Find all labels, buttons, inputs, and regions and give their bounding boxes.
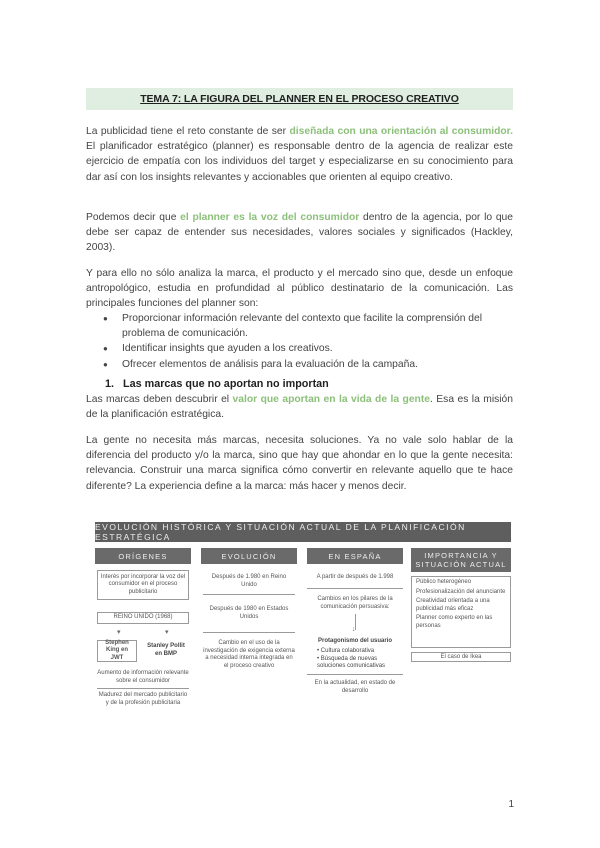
page-title: TEMA 7: LA FIGURA DEL PLANNER EN EL PROCESO CREATIVO [140, 93, 459, 105]
col-header-origins: ORÍGENES [95, 548, 191, 564]
section-heading [105, 378, 329, 390]
spain-list-item-1: Cultura colaborativa [320, 648, 375, 654]
col-header-importance-line1: IMPORTANCIA Y [424, 551, 498, 560]
stephen-king-line1: Stephen [105, 639, 129, 646]
origins-maturity-text: Madurez del mercado publicitario y de la profesión publicitaria [98, 692, 188, 706]
origins-interest-box: Interés por incorporar la voz del consumidor en el proceso publicitario [97, 570, 189, 600]
evolution-uk-text: Después de 1.980 en Reino Unido [211, 574, 287, 588]
divider [307, 588, 403, 589]
stephen-king-box [97, 640, 137, 662]
paragraph-solutions: La gente no necesita más marcas, necesita soluciones. Ya no vale solo hablar de la diferencia del producto y/o la marca, sino que hay que ahondar en lo que la gente necesita: relevancia. Construir una marca significa cómo convertir en relevante aquello que te hace diferente? La experiencia define a la marca: más hacer y menos decir. [86, 435, 513, 492]
spain-user-text: Protagonismo del usuario [317, 638, 392, 644]
stanley-pollit-text [143, 643, 189, 658]
title-banner [86, 88, 513, 110]
col-header-importance [411, 548, 511, 572]
list-item: • Búsqueda de nuevas soluciones comunicativas [317, 655, 386, 669]
ikea-case-box: El caso de Ikea [411, 652, 511, 662]
p2-text-b: dentro de la agencia, por lo que debe ser capaz de entender sus necesidades, valores sociales y significados (Hackley, 2003). [86, 212, 513, 254]
list-item: ● Ofrecer elementos de análisis para la evaluación de la campaña. [86, 357, 513, 372]
stephen-king-line2: King en JWT [106, 647, 128, 661]
list-item: ● Proporcionar información relevante del contexto que facilite la comprensión del problema de comunicación. [86, 311, 513, 341]
p1-text-b: El planificador estratégico (planner) es responsable dentro de la agencia de realizar este ejercicio de empatía con los individuos del target y especializarse en su conocimiento para dar así con los insights relevantes y accionables que orienten al equipo creativo. [86, 141, 513, 183]
page-number: 1 [508, 799, 514, 810]
list-item: Planner como experto en las personas [416, 615, 493, 629]
col-header-spain: EN ESPAÑA [307, 548, 403, 564]
divider [203, 632, 295, 633]
paragraph-intro [86, 124, 513, 185]
p4-highlight: valor que aportan en la vida de la gente [232, 394, 430, 405]
importance-list-box [411, 576, 511, 648]
col-header-importance-line2: SITUACIÓN ACTUAL [415, 560, 507, 569]
paragraph-voice [86, 210, 513, 256]
functions-list [86, 311, 513, 372]
p2-text-a: Podemos decir que [86, 212, 181, 223]
section-label: Las marcas que no aportan no importan [123, 378, 329, 390]
origins-info-text: Aumento de información relevante sobre el consumidor [97, 670, 189, 684]
list-item: ● Identificar insights que ayuden a los creativos. [86, 341, 513, 356]
figure-header: EVOLUCIÓN HISTÓRICA Y SITUACIÓN ACTUAL DE LA PLANIFICACIÓN ESTRATÉGICA [95, 522, 511, 542]
paragraph-functions: Y para ello no sólo analiza la marca, el producto y el mercado sino que, desde un enfoque antropológico, estudia en profundidad al público destinatario de la comunicación. Las principales funciones del planner son: [86, 268, 513, 310]
evolution-research-text: Cambio en el uso de la investigación de exigencia externa a necesidad interna integrada en el proceso creativo [203, 640, 295, 669]
evolution-us-text: Después de 1980 en Estados Unidos [209, 606, 289, 620]
spain-list [317, 648, 401, 671]
divider [97, 688, 189, 689]
divider [307, 674, 403, 675]
list-item: • Cultura colaborativa [317, 648, 375, 654]
section-number: 1. [105, 378, 115, 390]
paragraph-value [86, 392, 513, 422]
p4-text-b: . Esa es la misión de la planificación estratégica. [86, 394, 513, 421]
spain-start-text: A partir de después de 1.998 [316, 574, 394, 580]
spain-current-text: En la actualidad, en estado de desarrollo [314, 680, 396, 694]
p1-text-a: La publicidad tiene el reto constante de ser [86, 126, 290, 137]
arrow-down-icon: ▾ [117, 629, 121, 636]
list-item: Creatividad orientada a una publicidad más eficaz [416, 598, 490, 612]
spain-list-item-2: Búsqueda de nuevas soluciones comunicativas [317, 655, 386, 669]
stanley-pollit-line2: en BMP [154, 650, 177, 657]
origins-uk-box: REINO UNIDO (1968) [97, 612, 189, 624]
arrow-down-icon: ▾ [165, 629, 169, 636]
evolution-figure [95, 522, 511, 704]
arrow-down-icon: ↓ [352, 626, 356, 633]
p2-highlight: el planner es la voz del consumidor [180, 212, 360, 223]
divider [203, 594, 295, 595]
list-item: Público heterogéneo [416, 579, 472, 585]
spain-changes-text: Cambios en los pilares de la comunicación persuasiva: [317, 596, 393, 610]
col-header-evolution: EVOLUCIÓN [201, 548, 297, 564]
stanley-pollit-line1: Stanley Pollit [147, 643, 185, 649]
p4-text-a: Las marcas deben descubrir el [86, 394, 233, 405]
p1-highlight: diseñada con una orientación al consumidor. [289, 126, 513, 137]
list-item: Profesionalización del anunciante [416, 588, 506, 595]
